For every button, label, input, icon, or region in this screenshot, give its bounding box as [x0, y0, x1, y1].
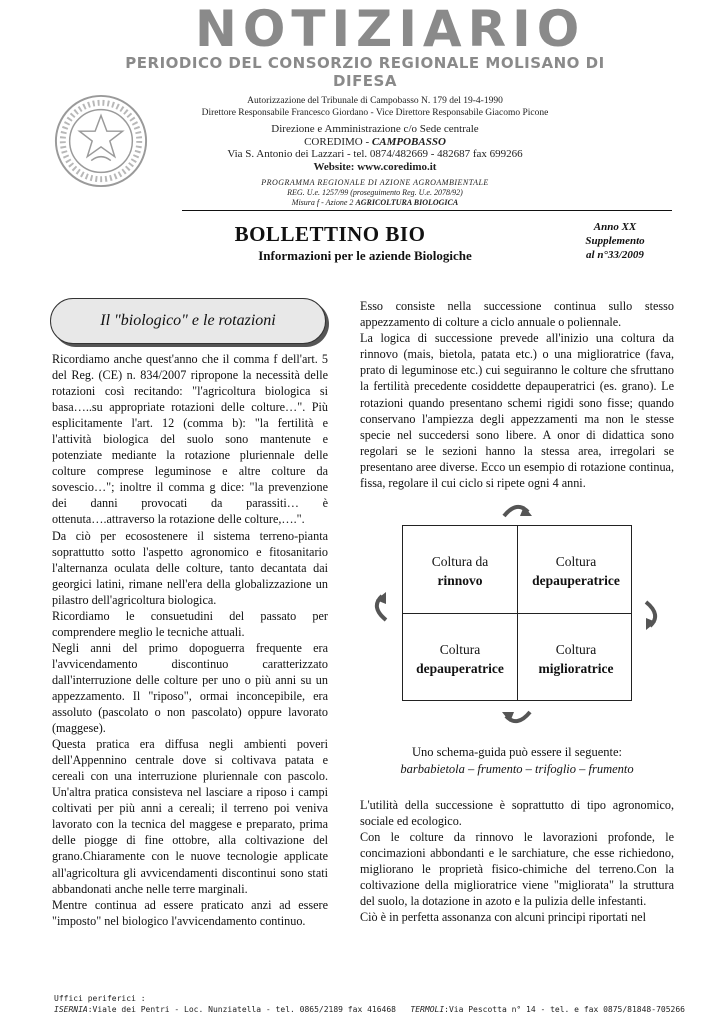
directors-line: Direttore Responsabile Francesco Giordano - Vice Direttore Responsabile Giacomo Picone	[201, 108, 549, 118]
bulletin-title: BOLLETTINO BIO	[234, 222, 426, 246]
office-city-termoli: TERMOLI	[410, 1005, 445, 1014]
footer-label: Uffici periferici :	[54, 994, 146, 1003]
cell-label: Coltura	[555, 554, 597, 569]
rotation-arrow-top-icon	[500, 498, 534, 522]
paragraph: Da ciò per ecosostenere il sistema terreno-pianta soprattutto sotto l'aspetto agronomico e fitosanitario l'alternanza oculata delle colture, tanto decantata dai georgici latini, rimane nell'era della globalizzazione un pilastro dell'agricoltura biologica.	[52, 528, 328, 607]
bulletin-subtitle: Informazioni per le aziende Biologiche	[258, 248, 472, 263]
rotation-arrow-right-icon	[640, 598, 664, 632]
paragraph: Ricordiamo anche quest'anno che il comma f dell'art. 5 del Reg. (CE) n. 834/2007 ripropone la necessità delle rotazioni così recitando: "l'agricoltura biologica si basa…..su appropriate rotazioni delle colture…". Più esplicitamente l'art. 12 (comma b): "la fertilità e l'attività biologica del suolo sono mantenute e potenziate mediante la rotazione pluriennale delle colture comprese leguminose e altre colture da sovescio…"; inoltre il comma g dice: "la prevenzione dei danni provocati da parassiti… è ottenuta….attraverso la rotazione delle colture,….".	[52, 352, 328, 527]
coredimo-prefix: COREDIMO -	[304, 136, 372, 148]
diagram-cell-miglioratrice	[519, 640, 633, 678]
address-line: Via S. Antonio dei Lazzari - tel. 0874/482669 - 482687 fax 699266	[227, 148, 523, 160]
header-divider	[182, 210, 672, 211]
paragraph: Mentre continua ad essere praticato anzi ad essere "imposto" nel biologico l'avvicendamento continuo.	[52, 897, 328, 928]
right-column-continued	[360, 797, 674, 925]
office-address-isernia: :Viale dei Pentri - Loc. Nunziatella - tel. 0865/2189 fax 416468	[87, 1005, 396, 1014]
website-line[interactable]: Website: www.coredimo.it	[313, 161, 437, 173]
cell-label: Coltura	[555, 642, 597, 657]
diagram-cell-depauperatrice	[519, 552, 633, 590]
cell-type: rinnovo	[437, 573, 483, 588]
left-column	[52, 351, 328, 929]
cell-type: miglioratrice	[538, 661, 614, 676]
diagram-cell-rinnovo	[403, 552, 517, 590]
rotation-arrow-bottom-icon	[500, 706, 534, 730]
paragraph: La logica di successione prevede all'inizio una coltura da rinnovo (mais, bietola, patata etc.) o una miglioratrice (fava, prato di leguminose etc.) cui seguiranno le colture che sfruttano la fertilità precedente cosiddette depauperatrici (es. grano). Le rotazioni quando presentano schemi rigidi sono fisse; quando conservano l'ampiezza degli appezzamenti ma non le stesse specie nel succedersi sono libere. A onor di didattica sono regolari se le sezioni hanno la stessa area, irregolari se presentano aree diverse. Ecco un esempio di rotazione continua, fissa, regolare il cui ciclo si ripete ogni 4 anni.	[360, 331, 674, 491]
footer-offices	[54, 1005, 685, 1014]
diagram-cell-depauperatrice	[403, 640, 517, 678]
right-column	[360, 298, 674, 491]
measure-bold: AGRICOLTURA BIOLOGICA	[355, 198, 459, 207]
issue-year: Anno XX	[593, 221, 637, 233]
office-city-isernia: ISERNIA	[54, 1005, 88, 1014]
paragraph: L'utilità della successione è soprattutto di tipo agronomico, sociale ed ecologico.	[360, 798, 674, 829]
regulation-line: REG. U.e. 1257/99 (proseguimento Reg. U.e. 2078/92)	[287, 188, 463, 197]
authorization-line: Autorizzazione del Tribunale di Campobasso N. 179 del 19-4-1990	[247, 96, 503, 106]
issue-supplement: Supplemento	[585, 235, 645, 247]
schema-caption: Uno schema-guida può essere il seguente:	[411, 745, 622, 759]
rotation-diagram	[402, 525, 632, 701]
schema-sequence: barbabietola – frumento – trifoglio – frumento	[400, 762, 634, 776]
program-line: PROGRAMMA REGIONALE DI AZIONE AGROAMBIENTALE	[261, 178, 489, 187]
diagram-divider-horizontal	[403, 613, 631, 614]
masthead-subtitle: PERIODICO DEL CONSORZIO REGIONALE MOLISANO DI DIFESA	[125, 54, 605, 90]
issue-number: al n°33/2009	[586, 249, 644, 261]
cell-label: Coltura da	[431, 554, 489, 569]
article-title-box	[50, 298, 326, 344]
measure-prefix: Misura f - Azione 2	[291, 198, 356, 207]
paragraph: Esso consiste nella successione continua sullo stesso appezzamento di colture a ciclo annuale o poliennale.	[360, 299, 674, 330]
masthead	[195, 0, 586, 58]
masthead-title: NOTIZIARIO	[195, 0, 586, 58]
office-address-termoli: :Via Pescotta n° 14 - tel. e fax 0875/81848-705266	[444, 1005, 685, 1014]
article-title: Il "biologico" e le rotazioni	[100, 312, 276, 329]
coredimo-city: CAMPOBASSO	[371, 136, 446, 148]
paragraph: Negli anni del primo dopoguerra frequente era l'avvicendamento discontinuo caratterizzato dall'interruzione delle colture per uno o più anni su un appezzamento. Il "riposo", ormai inconcepibile, era assoluto (pascolato o non pascolato) oppure lavorato (maggese).	[52, 640, 328, 736]
issue-info	[560, 220, 670, 262]
cell-type: depauperatrice	[416, 661, 504, 676]
paragraph: Questa pratica era diffusa negli ambienti poveri dell'Appennino centrale dove si coltivava patata e cereali con una interruzione pluriennale con pascolo. Un'altra pratica consisteva nel lasciare a riposo i campi coltivati per più anni a cereali; il terreno poi veniva lavorato con la tecnica del maggese e preparato, prima delle piogge di fine ottobre, alla coltivazione del grano.Chiaramente con le nuove tecnologie applicate all'agricoltura gli avvicendamenti discontinui sono stati abbandonati anche nelle terre marginali.	[52, 737, 328, 896]
paragraph: Ricordiamo le consuetudini del passato per comprendere meglio le tecniche attuali.	[52, 608, 328, 639]
cell-type: depauperatrice	[532, 573, 620, 588]
coredimo-line	[170, 136, 580, 148]
paragraph: Con le colture da rinnovo le lavorazioni profonde, le concimazioni abbondanti e le sarchiature, che esse richiedono, migliorano le proprietà fisico-chimiche del terreno.Con la coltivazione della miglioratrice viene "migliorata" la struttura del suolo, la dotazione in azoto e la pulizia delle infestanti.	[360, 830, 674, 909]
cell-label: Coltura	[439, 642, 481, 657]
direction-line: Direzione e Amministrazione c/o Sede centrale	[271, 123, 479, 135]
paragraph: Ciò è in perfetta assonanza con alcuni principi riportati nel	[360, 910, 646, 925]
measure-line	[170, 198, 580, 207]
consortium-seal-icon	[52, 92, 150, 190]
rotation-arrow-left-icon	[368, 590, 392, 624]
